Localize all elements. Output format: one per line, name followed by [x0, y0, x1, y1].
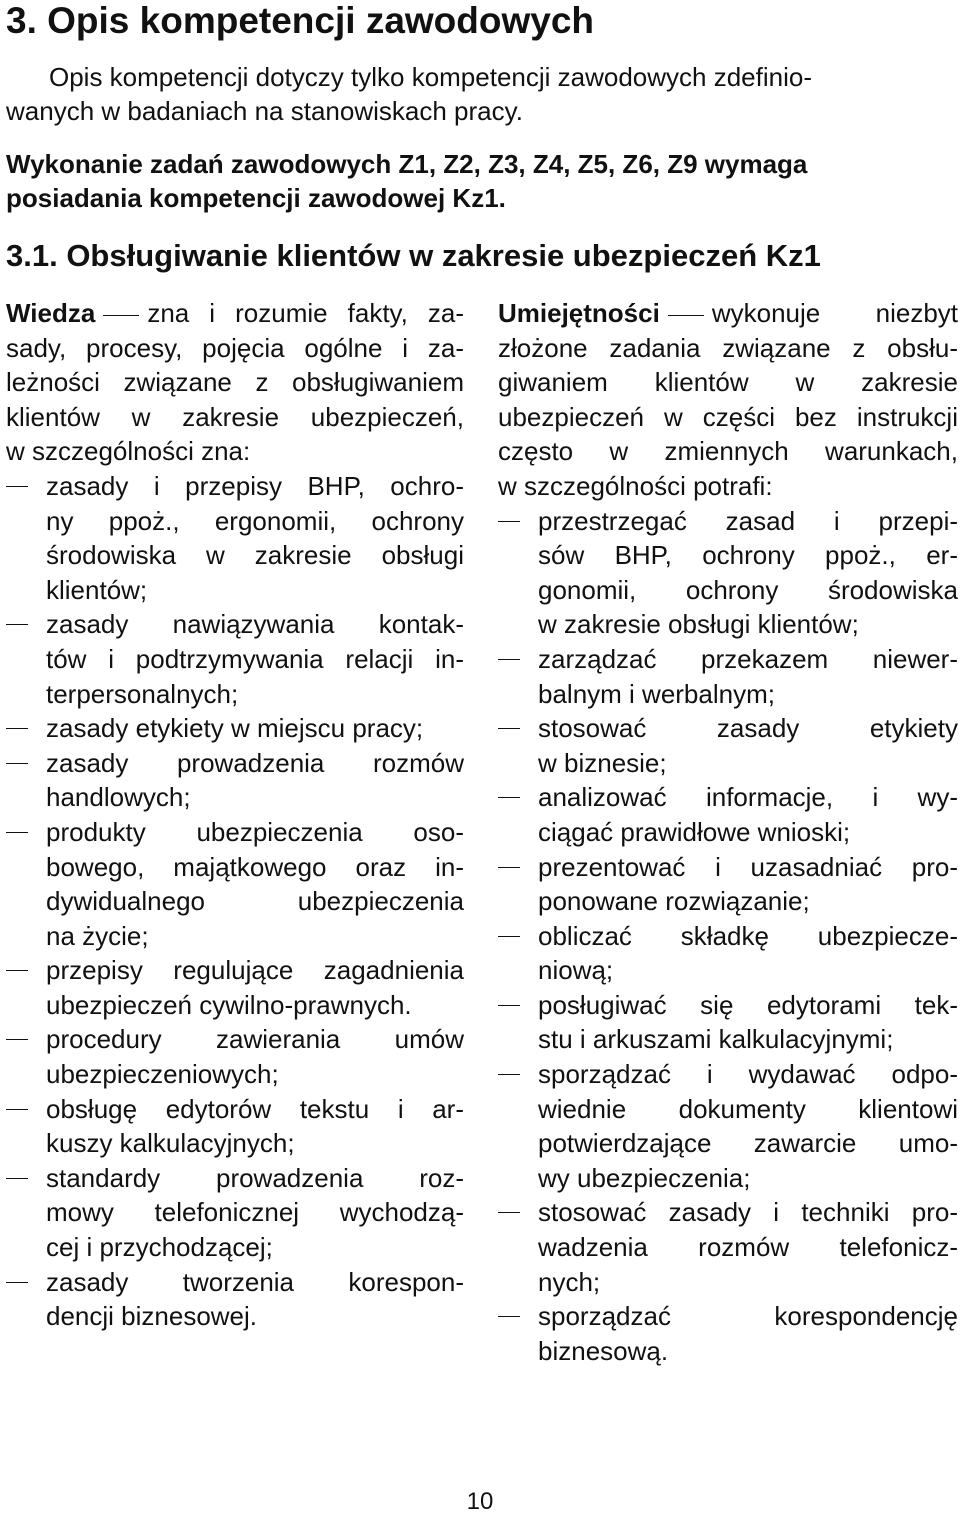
knowledge-list-item-line: [6, 884, 464, 919]
knowledge-lead-line: klientów w zakresie ubezpieczeń,: [6, 401, 464, 432]
knowledge-list-item-text: środowiska w zakresie obsługi: [46, 540, 464, 571]
skills-list-item-text: obliczać składkę ubezpiecze-: [538, 920, 958, 951]
knowledge-lead-line: [6, 296, 464, 331]
skills-list-item-line: [498, 1265, 958, 1300]
knowledge-list-item-line: [6, 1195, 464, 1230]
bullet-dash-icon: [6, 728, 28, 729]
intro-line: Opis kompetencji dotyczy tylko kompetencji zawodowych zdefinio-: [49, 62, 813, 92]
knowledge-list-item-line: [6, 607, 464, 642]
intro-paragraph: [6, 60, 956, 128]
skills-list-item-line: [498, 504, 958, 539]
intro-line: wanych w badaniach na stanowiskach pracy.: [6, 96, 523, 126]
bullet-dash-icon: [6, 832, 28, 833]
knowledge-list-item-text: dencji biznesowej.: [46, 1301, 258, 1332]
bullet-dash-icon: [498, 521, 520, 522]
bullet-dash-icon: [6, 970, 28, 971]
knowledge-lead-text: zna i rozumie fakty, za-: [147, 298, 464, 328]
bullet-dash-icon: [498, 1005, 520, 1006]
knowledge-list-item-line: [6, 573, 464, 608]
skills-list-item-line: [498, 1057, 958, 1092]
knowledge-lead-term: Wiedza: [6, 298, 96, 328]
knowledge-list-item-line: [6, 469, 464, 504]
bullet-dash-icon: [498, 1212, 520, 1213]
skills-list-item-line: [498, 884, 958, 919]
bullet-dash-icon: [498, 1074, 520, 1075]
skills-list-item-text: stosować zasady i techniki pro-: [538, 1197, 958, 1228]
knowledge-list-item-line: [6, 504, 464, 539]
skills-list-item-line: [498, 1161, 958, 1196]
knowledge-list-item-text: cej i przychodzącej;: [46, 1232, 273, 1263]
bullet-dash-icon: [498, 728, 520, 729]
skills-list-item-line: [498, 1230, 958, 1265]
knowledge-list-item-text: procedury zawierania umów: [46, 1024, 464, 1055]
skills-lead-line: w szczególności potrafi:: [498, 470, 773, 501]
skills-list-item-text: niową;: [538, 955, 614, 986]
skills-list-item-line: [498, 919, 958, 954]
skills-list-item-text: wy ubezpieczenia;: [538, 1162, 751, 1193]
knowledge-list-item-text: na życie;: [46, 920, 149, 951]
skills-list-item-text: stu i arkuszami kalkulacyjnymi;: [538, 1024, 894, 1055]
skills-list-item-line: [498, 538, 958, 573]
knowledge-list-item-line: [6, 642, 464, 677]
skills-list-item-text: gonomii, ochrony środowiska: [538, 574, 958, 605]
skills-list-item-line: [498, 1195, 958, 1230]
skills-list-item-text: zarządzać przekazem niewer-: [538, 643, 958, 674]
bullet-dash-icon: [498, 659, 520, 660]
bullet-dash-icon: [6, 624, 28, 625]
bullet-dash-icon: [6, 1039, 28, 1040]
knowledge-list-item-text: przepisy regulujące zagadnienia: [46, 955, 464, 986]
knowledge-list-item-text: handlowych;: [46, 782, 191, 813]
knowledge-list-item-text: zasady tworzenia korespon-: [46, 1266, 464, 1297]
section-heading: 3.1. Obsługiwanie klientów w zakresie ubezpieczeń Kz1: [6, 238, 821, 273]
skills-list-item-text: biznesową.: [538, 1335, 669, 1366]
knowledge-list-item-text: dywidualnego ubezpieczenia: [46, 886, 464, 917]
knowledge-list-item-text: zasady etykiety w miejscu pracy;: [46, 713, 424, 744]
skills-lead-line: [498, 296, 958, 331]
knowledge-list-item-text: terpersonalnych;: [46, 678, 239, 709]
knowledge-column: [6, 296, 464, 1334]
skills-list-item-line: [498, 642, 958, 677]
skills-list-item-text: prezentować i uzasadniać pro-: [538, 851, 958, 882]
skills-list-item-line: [498, 953, 958, 988]
knowledge-list-item-text: ny ppoż., ergonomii, ochrony: [46, 505, 464, 536]
skills-list-item-text: w biznesie;: [538, 747, 667, 778]
bullet-dash-icon: [498, 867, 520, 868]
knowledge-list-item-line: [6, 780, 464, 815]
skills-lead-text: wykonuje niezbyt: [711, 298, 958, 328]
knowledge-list-item-text: standardy prowadzenia roz-: [46, 1162, 464, 1193]
bullet-dash-icon: [498, 936, 520, 937]
skills-list-item-line: [498, 1022, 958, 1057]
skills-list-item-line: [498, 780, 958, 815]
skills-list-item-text: wiednie dokumenty klientowi: [538, 1093, 958, 1124]
skills-list-item-line: [498, 711, 958, 746]
knowledge-list-item-text: zasady prowadzenia rozmów: [46, 747, 464, 778]
skills-list-item-line: [498, 850, 958, 885]
knowledge-list-item-text: produkty ubezpieczenia oso-: [46, 816, 464, 847]
skills-list-item-text: analizować informacje, i wy-: [538, 782, 958, 813]
skills-list-item-line: [498, 746, 958, 781]
skills-list-item-line: [498, 1126, 958, 1161]
skills-list-item-text: wadzenia rozmów telefonicz-: [538, 1232, 958, 1263]
knowledge-list-item-line: [6, 1299, 464, 1334]
bullet-dash-icon: [6, 1282, 28, 1283]
knowledge-list-item-line: [6, 1092, 464, 1127]
page-number: 10: [466, 1488, 494, 1515]
skills-list-item-text: sporządzać i wydawać odpo-: [538, 1059, 958, 1090]
requirement-paragraph: [6, 147, 956, 215]
skills-list-item-text: stosować zasady etykiety: [538, 713, 958, 744]
knowledge-lead-line: sady, procesy, pojęcia ogólne i za-: [6, 332, 464, 363]
knowledge-list-item-line: [6, 850, 464, 885]
knowledge-list-item-text: ubezpieczeń cywilno-prawnych.: [46, 989, 412, 1020]
knowledge-list-item-line: [6, 1161, 464, 1196]
knowledge-list-item-text: ubezpieczeniowych;: [46, 1059, 279, 1090]
requirement-line: posiadania kompetencji zawodowej Kz1.: [6, 183, 506, 213]
knowledge-list-item-text: mowy telefonicznej wychodzą-: [46, 1197, 464, 1228]
skills-list-item-text: balnym i werbalnym;: [538, 678, 775, 709]
skills-lead-line: często w zmiennych warunkach,: [498, 436, 958, 467]
skills-list-item-line: [498, 988, 958, 1023]
knowledge-list-item-line: [6, 1126, 464, 1161]
skills-list-item-text: sów BHP, ochrony ppoż., er-: [538, 540, 958, 571]
knowledge-list-item-text: zasady i przepisy BHP, ochro-: [46, 470, 464, 501]
knowledge-list-item-text: bowego, majątkowego oraz in-: [46, 851, 464, 882]
bullet-dash-icon: [6, 1109, 28, 1110]
knowledge-list-item-line: [6, 1230, 464, 1265]
chapter-heading: 3. Opis kompetencji zawodowych: [6, 0, 595, 41]
skills-list-item-text: przestrzegać zasad i przepi-: [538, 505, 958, 536]
skills-list-item-line: [498, 607, 958, 642]
skills-list-item-text: w zakresie obsługi klientów;: [538, 609, 859, 640]
skills-lead-line: giwaniem klientów w zakresie: [498, 367, 958, 398]
knowledge-list-item-line: [6, 746, 464, 781]
knowledge-list-item-line: [6, 815, 464, 850]
skills-lead-line: złożone zadania związane z obsłu-: [498, 332, 958, 363]
skills-list-item-text: ponowane rozwiązanie;: [538, 886, 810, 917]
knowledge-list-item-text: tów i podtrzymywania relacji in-: [46, 643, 464, 674]
knowledge-list-item-line: [6, 1022, 464, 1057]
skills-list-item-line: [498, 1299, 958, 1334]
knowledge-list-item-line: [6, 1265, 464, 1300]
bullet-dash-icon: [498, 1316, 520, 1317]
skills-list-item-line: [498, 1092, 958, 1127]
bullet-dash-icon: [6, 1178, 28, 1179]
bullet-dash-icon: [498, 797, 520, 798]
knowledge-list-item-line: [6, 919, 464, 954]
skills-column: [498, 296, 958, 1368]
skills-list-item-text: ciągać prawidłowe wnioski;: [538, 816, 851, 847]
knowledge-list-item-text: obsługę edytorów tekstu i ar-: [46, 1093, 464, 1124]
skills-list-item-line: [498, 677, 958, 712]
knowledge-list-item-line: [6, 538, 464, 573]
bullet-dash-icon: [6, 486, 28, 487]
skills-list-item-text: sporządzać korespondencję: [538, 1301, 958, 1332]
bullet-dash-icon: [6, 763, 28, 764]
knowledge-list-item-text: zasady nawiązywania kontak-: [46, 609, 464, 640]
dash-icon: [103, 315, 139, 316]
skills-list-item-line: [498, 815, 958, 850]
skills-lead-line: ubezpieczeń w części bez instrukcji: [498, 401, 958, 432]
dash-icon: [668, 315, 704, 316]
skills-list-item-text: potwierdzające zawarcie umo-: [538, 1128, 958, 1159]
requirement-line: Wykonanie zadań zawodowych Z1, Z2, Z3, Z4, Z5, Z6, Z9 wymaga: [6, 149, 808, 179]
skills-list-item-text: nych;: [538, 1266, 601, 1297]
knowledge-list-item-line: [6, 677, 464, 712]
knowledge-list-item-line: [6, 711, 464, 746]
knowledge-list-item-line: [6, 953, 464, 988]
skills-lead-term: Umiejętności: [498, 298, 660, 328]
knowledge-lead-line: w szczególności zna:: [6, 436, 251, 467]
skills-list-item-text: posługiwać się edytorami tek-: [538, 989, 958, 1020]
skills-list-item-line: [498, 1334, 958, 1369]
knowledge-list-item-line: [6, 1057, 464, 1092]
knowledge-list-item-text: klientów;: [46, 574, 148, 605]
knowledge-list-item-text: kuszy kalkulacyjnych;: [46, 1128, 295, 1159]
knowledge-lead-line: leżności związane z obsługiwaniem: [6, 367, 464, 398]
skills-list-item-line: [498, 573, 958, 608]
knowledge-list-item-line: [6, 988, 464, 1023]
